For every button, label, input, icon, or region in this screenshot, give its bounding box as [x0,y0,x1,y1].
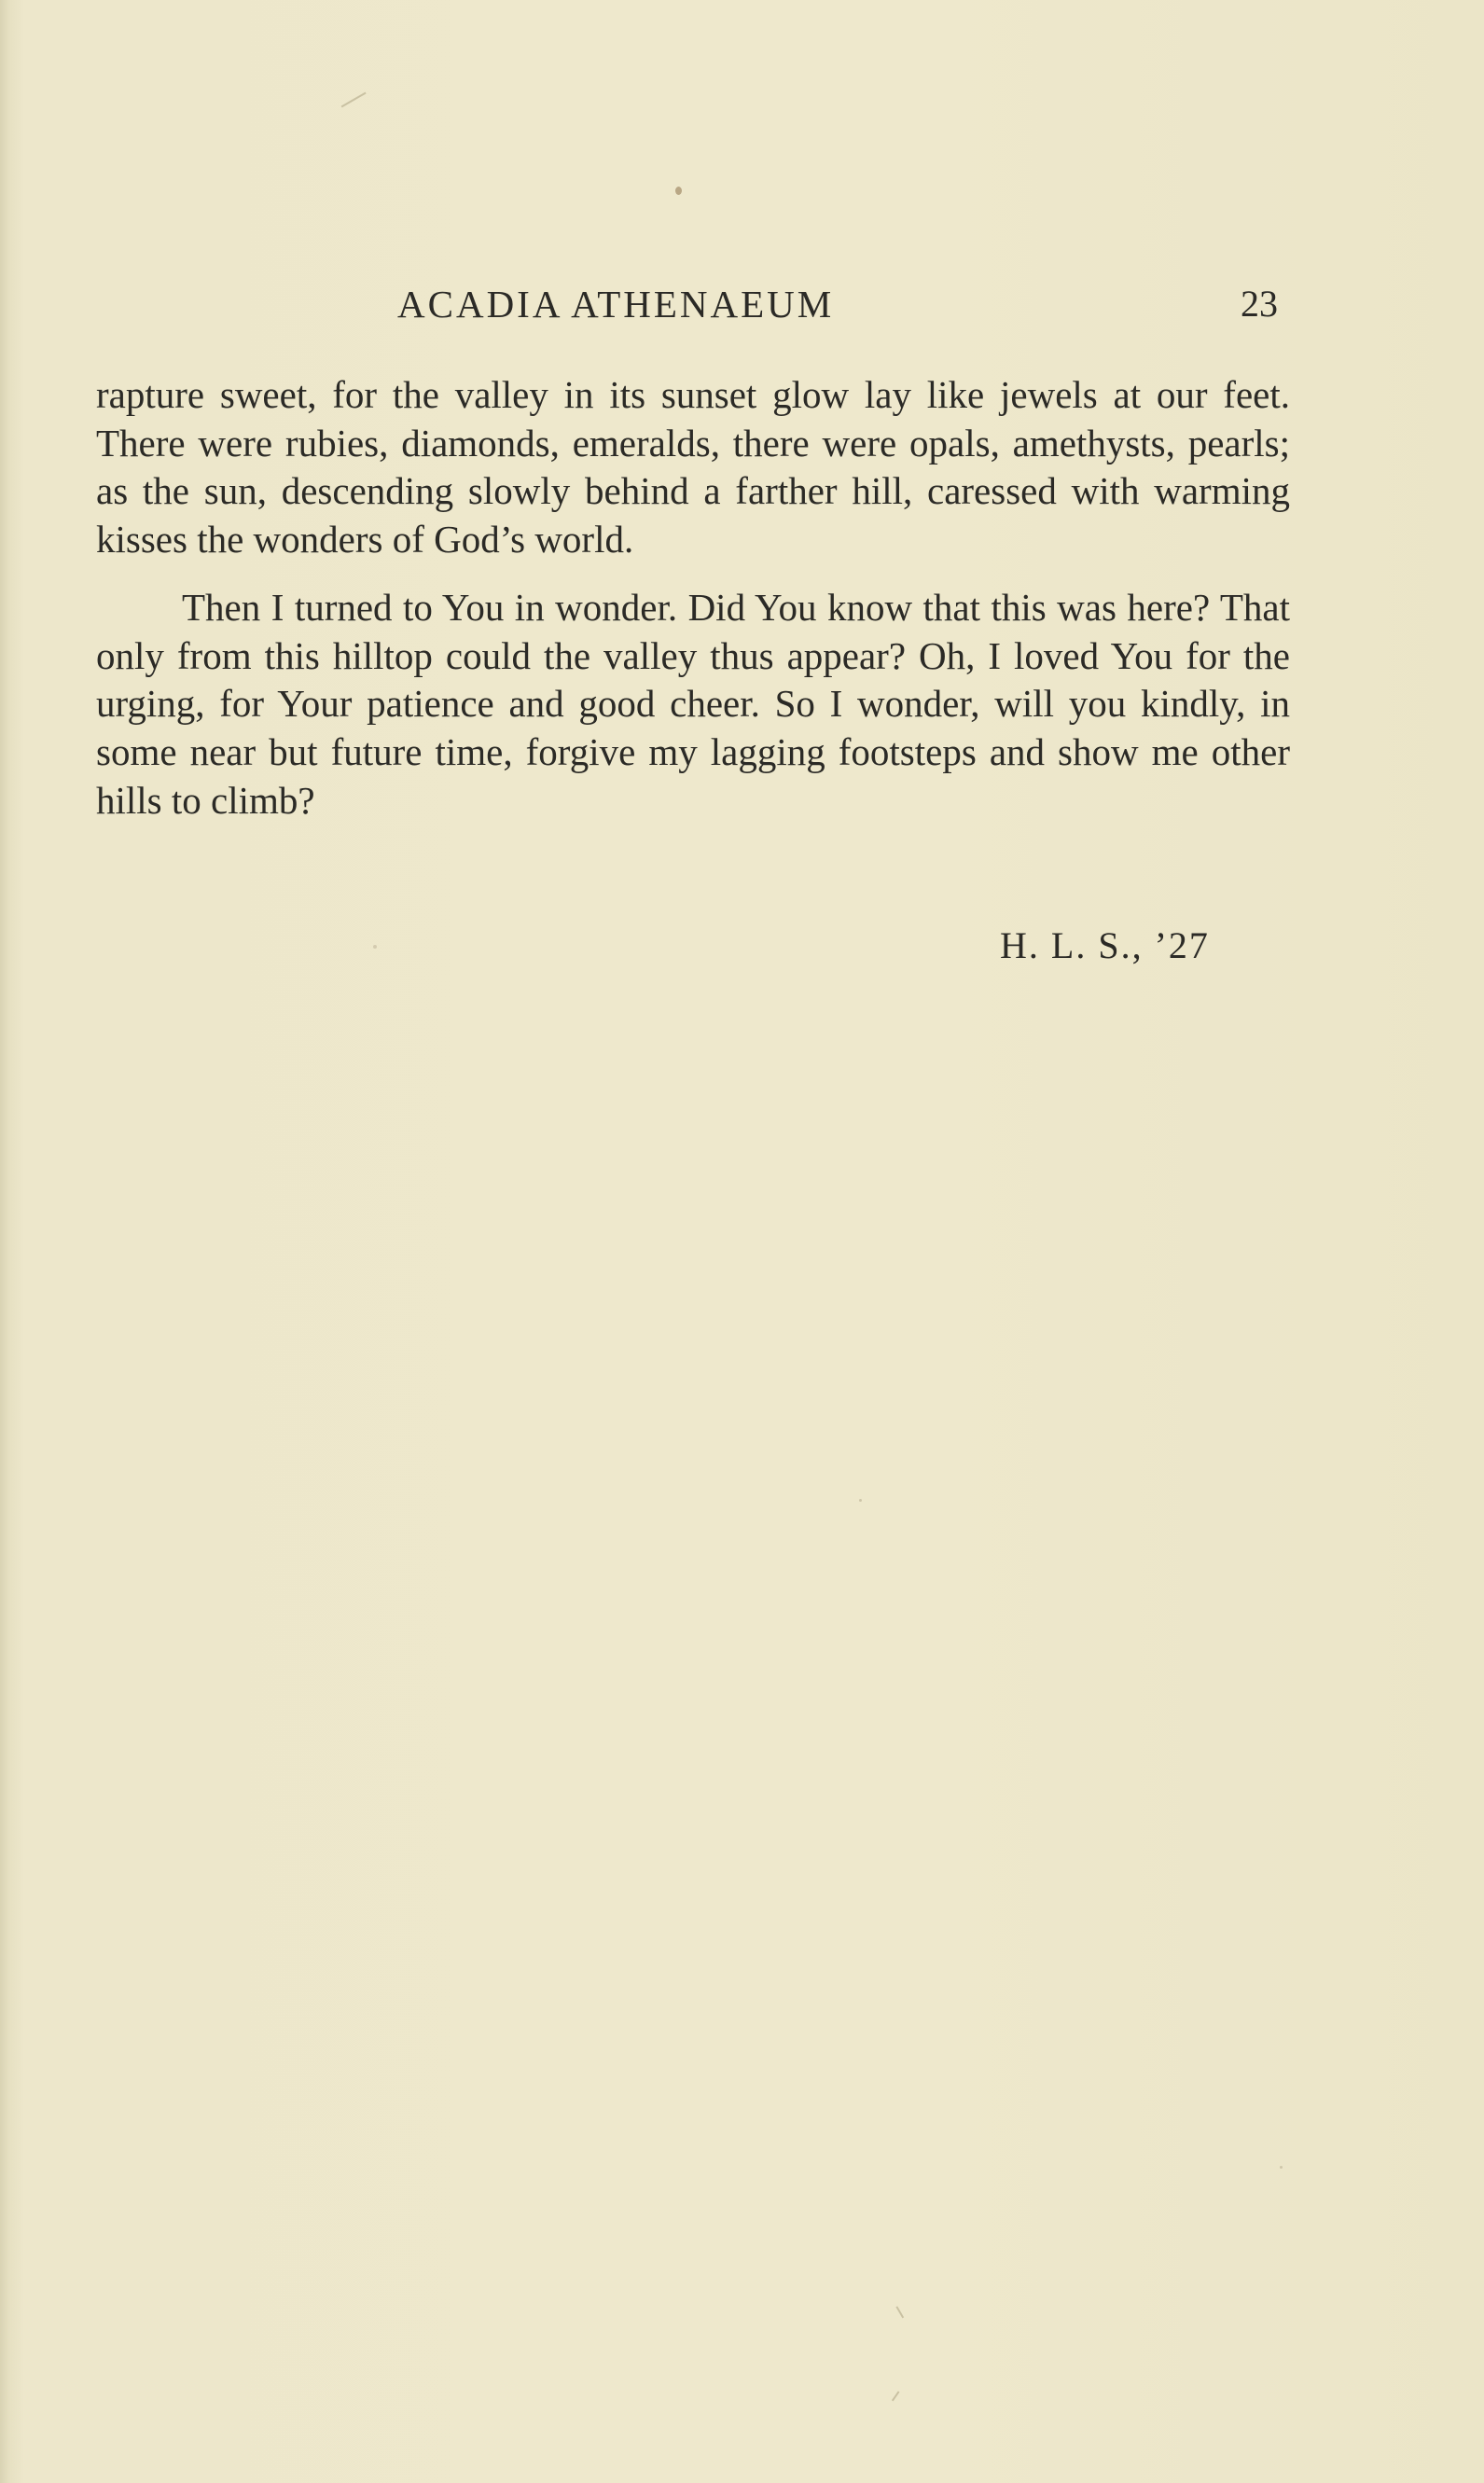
page-number: 23 [1241,283,1278,325]
paper-speck [373,945,377,949]
body-text [96,371,1290,825]
author-signature: H. L. S., ’27 [1000,924,1210,966]
scan-mark [892,2391,899,2401]
scan-mark [341,92,367,107]
paper-speck [859,1499,862,1502]
paper-speck [675,187,682,195]
running-head [0,278,1484,330]
paragraph-continued: rapture sweet, for the valley in its sunset glow lay like jewels at our feet. There were rubies, diamonds, emeralds, there were opals, amethysts, pearls; as the sun, descending slowly behind a farther hill, caressed with warming kisses the wonders of God’s world. [96,373,1290,562]
paper-speck [1280,2166,1283,2169]
journal-title: ACADIA ATHENAEUM [397,283,835,326]
scan-mark [896,2306,904,2318]
paragraph-closing: Then I turned to You in wonder. Did You know that this was here? That only from this hilltop could the valley thus appear? Oh, I loved You for the urging, for Your patience and good cheer. So I wonder, will you kindly, in some near but future time, forgive my lagging footsteps and show me other hills to climb? [96,585,1290,822]
